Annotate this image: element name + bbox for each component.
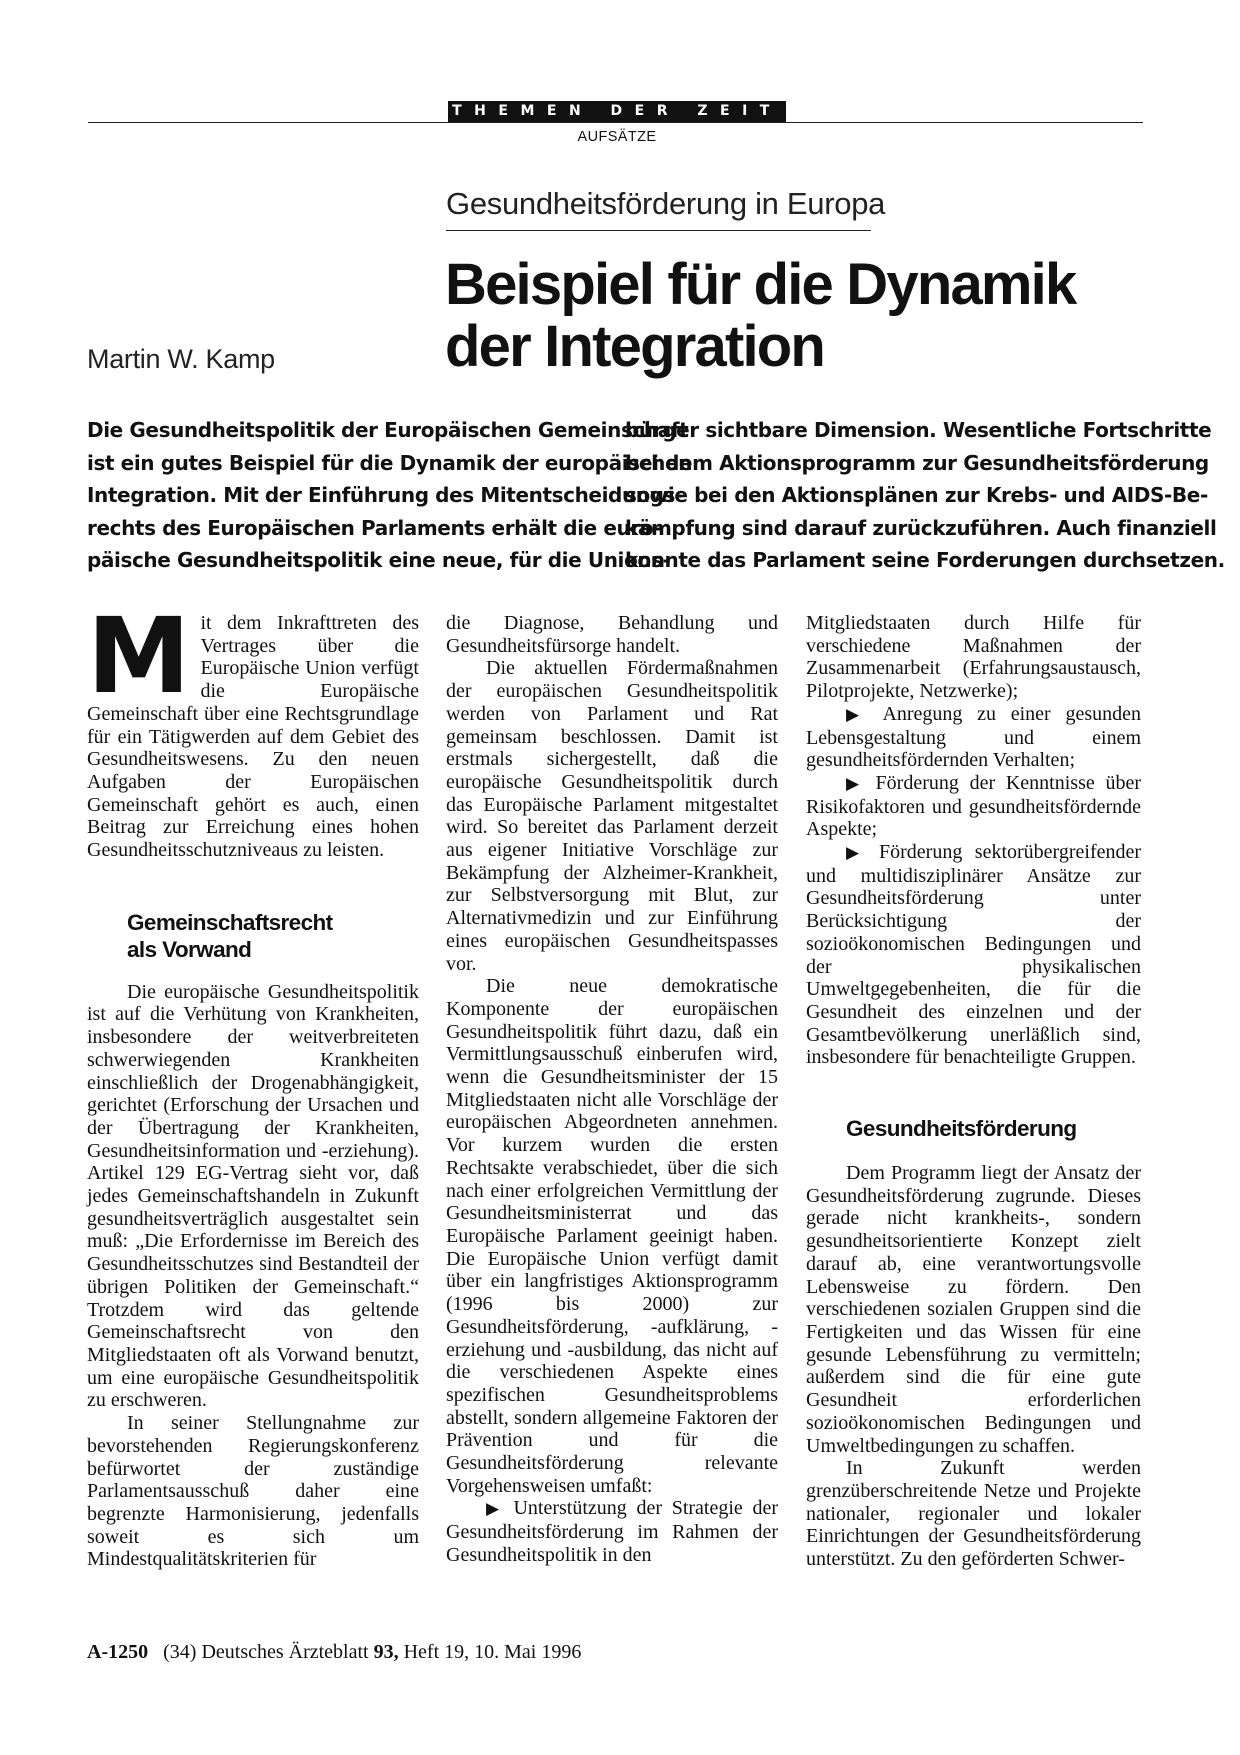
issue-date: Heft 19, 10. Mai 1996 — [403, 1641, 582, 1663]
paragraph: Die neue demokratische Komponente der europäischen Gesundheitspolitik führt dazu, daß ein Vermittlungsausschuß einberufen wird, wenn die Gesundheitsminister der 15 Mitgliedstaaten nicht alle Vorschläge der europäischen Abgeordneten annehmen. Vor kurzem wurden die ersten Rechtsakte verabschiedet, über die sich nach einer erfolgreichen Vermittlung der Gesundheitsministerrat und das Europäische Parlament geeinigt haben. Die Europäische Union verfügt damit über ein langfristiges Aktionsprogramm (1996 bis 2000) zur Gesundheitsförderung, -aufklärung, -erziehung und -ausbildung, das nicht auf die verschiedenen Aspekte eines spezifischen Gesundheitsproblems abstellt, sondern allgemeine Faktoren der Prävention und für die Gesundheitsförderung relevante Vorgehensweisen umfaßt: — [446, 975, 778, 1497]
lead-line: bürger sichtbare Dimension. Wesentliche Fortschritte — [625, 418, 1212, 442]
page-counter: (34) — [163, 1641, 197, 1663]
bullet-text: Förderung der Kenntnisse über Risikofaktoren und gesundheitsfördernde Aspekte; — [806, 771, 1142, 841]
lead-line: ist ein gutes Beispiel für die Dynamik der europäischen — [87, 450, 692, 475]
kicker-rule — [446, 230, 871, 231]
body-column-3 — [806, 612, 1141, 1571]
bullet-triangle-icon: ▶ — [846, 704, 869, 725]
section-banner: THEMEN DER ZEIT — [448, 101, 786, 122]
article-author: Martin W. Kamp — [87, 344, 275, 374]
lead-line: bei dem Aktionsprogramm zur Gesundheitsförderung — [625, 450, 1209, 475]
lead-line: Integration. Mit der Einführung des Mitentscheidungs- — [87, 483, 683, 507]
lead-left — [87, 414, 692, 577]
bullet-item — [806, 841, 1141, 1069]
lead-line: päische Gesundheitspolitik eine neue, für die Unions- — [87, 548, 671, 572]
subheading-gemeinschaftsrecht — [87, 909, 419, 963]
subsection-label: AUFSÄTZE — [577, 129, 657, 145]
body-column-2 — [446, 612, 778, 1567]
lead-right — [625, 414, 1225, 577]
paragraph: In seiner Stellungnahme zur bevorstehenden Regierungskonferenz befürwortet der zuständige Parlamentsausschuß daher eine begrenzte Harmonisierung, jedenfalls soweit es sich um Mindestqualitätskriterien für — [87, 1412, 419, 1571]
volume-number: 93, — [373, 1641, 399, 1663]
article-title-line-2: der Integration — [445, 314, 825, 379]
subheading-line: Gemeinschaftsrecht — [127, 909, 333, 935]
journal-name: Deutsches Ärzteblatt — [201, 1641, 369, 1663]
paragraph: Die europäische Gesundheitspolitik ist auf die Verhütung von Krankheiten, insbesondere der weitverbreiteten schwerwiegenden Krankheiten einschließlich der Drogenabhängigkeit, gerichtet (Erforschung der Ursachen und der Übertragung der Krankheiten, Gesundheitsinformation und -erziehung). Artikel 129 EG-Vertrag sieht vor, daß jedes Gemeinschaftshandeln in Zukunft gesundheitsverträglich ausgestaltet sein muß: „Die Erfordernisse im Bereich des Gesundheitsschutzes sind Bestandteil der übrigen Politiken der Gemeinschaft.“ Trotzdem wird das geltende Gemeinschaftsrecht von den Mitgliedstaaten oft als Vorwand benutzt, um eine europäische Gesundheitspolitik zu erschweren. — [87, 980, 419, 1412]
body-column-1 — [87, 595, 419, 1571]
lead-line: konnte das Parlament seine Forderungen durchsetzen. — [625, 548, 1225, 572]
article-title — [445, 254, 1075, 378]
bullet-text: Förderung sektorübergreifender und multidisziplinärer Ansätze zur Gesundheitsförderung unter Berücksichtigung der sozioökonomischen Bedingungen und der physikalischen Umweltgegebenheiten, die für die Gesundheit des einzelnen und der Gesamtbevölkerung unerläßlich sind, insbesondere für benachteiligte Gruppen. — [806, 841, 1142, 1069]
header-rule — [88, 122, 1143, 123]
paragraph: die Diagnose, Behandlung und Gesundheitsfürsorge handelt. — [446, 612, 778, 657]
bullet-text: Anregung zu einer gesunden Lebensgestaltung und einem gesundheitsfördernden Verhalten; — [806, 702, 1141, 772]
page-footer — [87, 1641, 581, 1664]
page-number: A-1250 — [87, 1641, 149, 1663]
bullet-text: Unterstützung der Strategie der Gesundheitsförderung im Rahmen der Gesundheitspolitik in den — [446, 1497, 779, 1566]
article-kicker: Gesundheitsförderung in Europa — [446, 186, 886, 221]
paragraph: Die aktuellen Fördermaßnahmen der europäischen Gesundheitspolitik werden von Parlament und Rat gemeinsam beschlossen. Damit ist erstmals sichergestellt, daß die europäische Gesundheitspolitik durch das Europäische Parlament mitgestaltet wird. So bereitet das Parlament derzeit aus eigener Initiative Vorschläge zur Bekämpfung der Alzheimer-Krankheit, zur Selbstversorgung mit Blut, zur Alternativmedizin und zur Einführung eines europäischen Gesundheitspasses vor. — [446, 657, 778, 975]
paragraph — [87, 595, 419, 862]
paragraph: Dem Programm liegt der Ansatz der Gesundheitsförderung zugrunde. Dieses gerade nicht krankheits-, sondern gesundheitsorientierte Konzept zielt darauf ab, eine verantwortungsvolle Lebensweise zu fördern. Den verschiedenen sozialen Gruppen sind die Fertigkeiten und das Wissen für eine gesunde Lebensführung zu vermitteln; außerdem sind die für eine gute Gesundheit erforderlichen sozioökonomischen Bedingungen und Umweltbedingungen zu schaffen. — [806, 1162, 1141, 1457]
subheading-gesundheitsfoerderung: Gesundheitsförderung — [846, 1116, 1077, 1142]
subheading-line: als Vorwand — [127, 936, 252, 962]
drop-cap: M — [87, 595, 191, 717]
lead-line: sowie bei den Aktionsplänen zur Krebs- und AIDS-Be- — [625, 483, 1208, 507]
bullet-triangle-icon: ▶ — [846, 773, 865, 794]
lead-line: rechts des Europäischen Parlaments erhält die euro- — [87, 515, 662, 540]
bullet-triangle-icon: ▶ — [486, 1499, 504, 1520]
paragraph: Mitgliedstaaten durch Hilfe für verschiedene Maßnahmen der Zusammenarbeit (Erfahrungsaustausch, Pilotprojekte, Netzwerke); — [806, 612, 1141, 703]
bullet-item — [806, 703, 1141, 772]
paragraph: In Zukunft werden grenzüberschreitende Netze und Projekte nationaler, regionaler und lokaler Einrichtungen der Gesundheitsförderung unterstützt. Zu den geförderten Schwer- — [806, 1457, 1141, 1571]
lead-line: Die Gesundheitspolitik der Europäischen Gemeinschaft — [87, 418, 689, 442]
bullet-triangle-icon: ▶ — [846, 843, 867, 864]
lead-line: kämpfung sind darauf zurückzuführen. Auch finanziell — [625, 515, 1217, 540]
article-title-line-1: Beispiel für die Dynamik — [445, 252, 1076, 317]
paragraph-text: it dem Inkrafttreten des Vertrages über die Europäische Union verfügt die Europäische Gemeinschaft über eine Rechtsgrundlage für ein Tätigwerden auf dem Gebiet des Gesundheitswesens. Zu den neuen Aufgaben der Europäischen Gemeinschaft gehört es auch, einen Beitrag zur Erreichung eines hohen Gesundheitsschutzniveaus zu leisten. — [87, 612, 419, 862]
bullet-item — [446, 1497, 778, 1566]
bullet-item — [806, 772, 1141, 841]
